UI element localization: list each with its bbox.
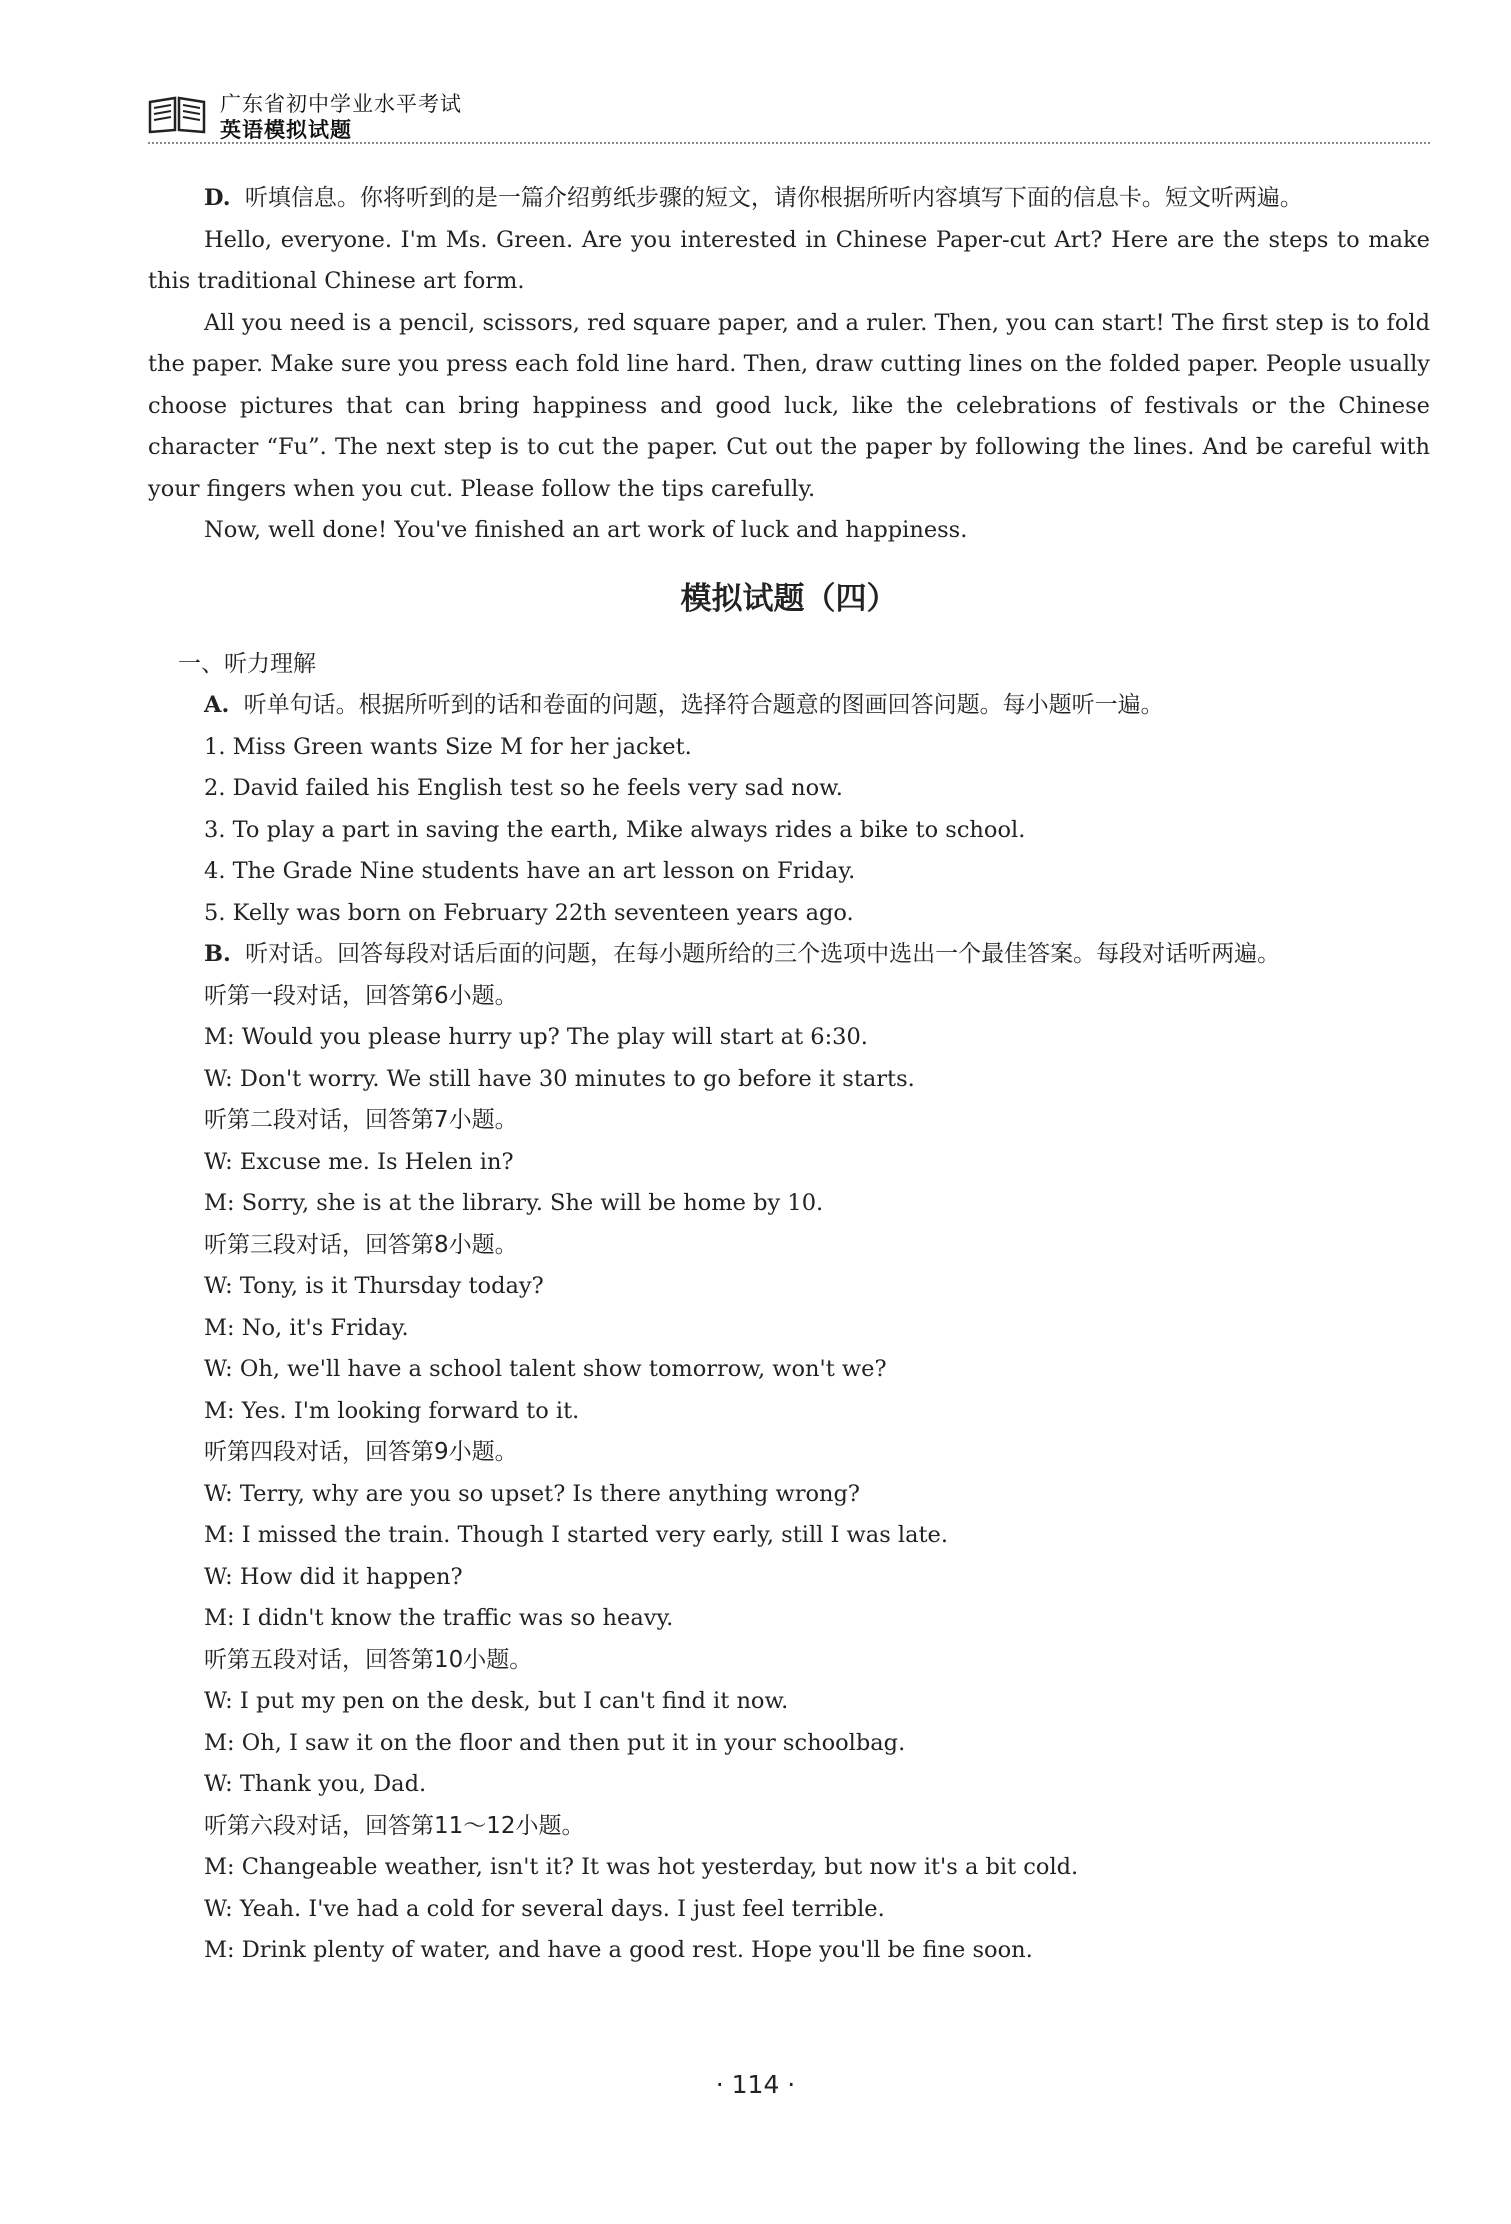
section-b-instruction-text: 听对话。回答每段对话后面的问题，在每小题所给的三个选项中选出一个最佳答案。每段对话听两遍。 (245, 941, 1281, 967)
dialogue-line: M: Changeable weather, isn't it? It was hot yesterday, but now it's a bit cold. (204, 1854, 1079, 1880)
dialogue-heading: 听第六段对话，回答第11～12小题。 (204, 1812, 585, 1839)
dialogue-heading: 听第三段对话，回答第8小题。 (204, 1231, 518, 1258)
passage-paragraph: Now, well done! You've finished an art work of luck and happiness. (204, 517, 968, 543)
list-item: 2. David failed his English test so he feels very sad now. (204, 775, 843, 801)
dialogue-heading: 听第一段对话，回答第6小题。 (204, 982, 518, 1009)
part-heading: 一、听力理解 (178, 650, 316, 677)
dialogue-line: M: Would you please hurry up? The play will start at 6:30. (204, 1024, 868, 1050)
dialogue-line: W: Oh, we'll have a school talent show tomorrow, won't we? (204, 1356, 887, 1382)
test-title: 模拟试题（四） (680, 580, 898, 617)
page-content (148, 178, 1430, 1972)
list-item: 5. Kelly was born on February 22th seventeen years ago. (204, 899, 854, 926)
dialogue-line: W: Tony, is it Thursday today? (204, 1273, 544, 1299)
list-item: 3. To play a part in saving the earth, Mike always rides a bike to school. (204, 816, 1026, 843)
dialogue-line: M: I missed the train. Though I started very early, still I was late. (204, 1522, 949, 1548)
dialogue-line: W: Yeah. I've had a cold for several days. I just feel terrible. (204, 1895, 885, 1922)
dialogue-heading: 听第四段对话，回答第9小题。 (204, 1439, 518, 1465)
dialogue-line: W: Thank you, Dad. (204, 1771, 427, 1797)
section-b-instruction (148, 934, 1430, 976)
list-item: 1. Miss Green wants Size M for her jacket. (204, 733, 692, 760)
section-d-instruction (148, 178, 1430, 220)
section-a-instruction-text: 听单句话。根据所听到的话和卷面的问题，选择符合题意的图画回答问题。每小题听一遍。 (243, 692, 1164, 718)
passage-paragraph: Hello, everyone. I'm Ms. Green. Are you interested in Chinese Paper-cut Art? Here are the steps to make this traditional Chinese art form. (148, 226, 1430, 294)
page-number: · 114 · (715, 2070, 796, 2099)
dialogue-line: W: Don't worry. We still have 30 minutes to go before it starts. (204, 1065, 915, 1092)
header-title: 广东省初中学业水平考试 (220, 92, 462, 116)
dialogue-heading: 听第二段对话，回答第7小题。 (204, 1107, 518, 1133)
dialogue-line: W: Terry, why are you so upset? Is there anything wrong? (204, 1480, 860, 1507)
list-item: 4. The Grade Nine students have an art lesson on Friday. (204, 858, 856, 884)
dialogue-line: M: I didn't know the traffic was so heavy. (204, 1605, 674, 1631)
dialogue-line: W: I put my pen on the desk, but I can't find it now. (204, 1688, 789, 1714)
passage-paragraph: All you need is a pencil, scissors, red square paper, and a ruler. Then, you can start! The first step is to fold the paper. Make sure you press each fold line hard. Then, draw cutting lines on the folded paper. People usually choose pictures that can bring happiness and good luck, like the celebrations of festivals or the Chinese character “Fu”. The next step is to cut the paper. Cut out the paper by following the lines. And be careful with your fingers when you cut. Please follow the tips carefully. (148, 309, 1430, 502)
section-b-label: B. (204, 941, 231, 967)
dialogue-line: M: No, it's Friday. (204, 1314, 409, 1341)
book-icon (148, 94, 206, 134)
section-a-label: A. (204, 692, 230, 718)
dialogue-line: W: Excuse me. Is Helen in? (204, 1148, 514, 1175)
dialogue-line: M: Sorry, she is at the library. She will be home by 10. (204, 1190, 824, 1216)
header-subtitle: 英语模拟试题 (220, 118, 352, 142)
dialogue-heading: 听第五段对话，回答第10小题。 (204, 1646, 533, 1673)
dialogue-line: M: Yes. I'm looking forward to it. (204, 1397, 580, 1424)
dialogue-line: W: How did it happen? (204, 1563, 463, 1590)
section-d-instruction-text: 听填信息。你将听到的是一篇介绍剪纸步骤的短文，请你根据所听内容填写下面的信息卡。短文听两遍。 (244, 185, 1303, 211)
dialogue-line: M: Oh, I saw it on the floor and then put it in your schoolbag. (204, 1729, 906, 1756)
page-header (148, 86, 1430, 144)
section-d-label: D. (204, 185, 231, 211)
section-a-instruction (148, 685, 1430, 727)
dialogue-line: M: Drink plenty of water, and have a good rest. Hope you'll be fine soon. (204, 1937, 1033, 1963)
